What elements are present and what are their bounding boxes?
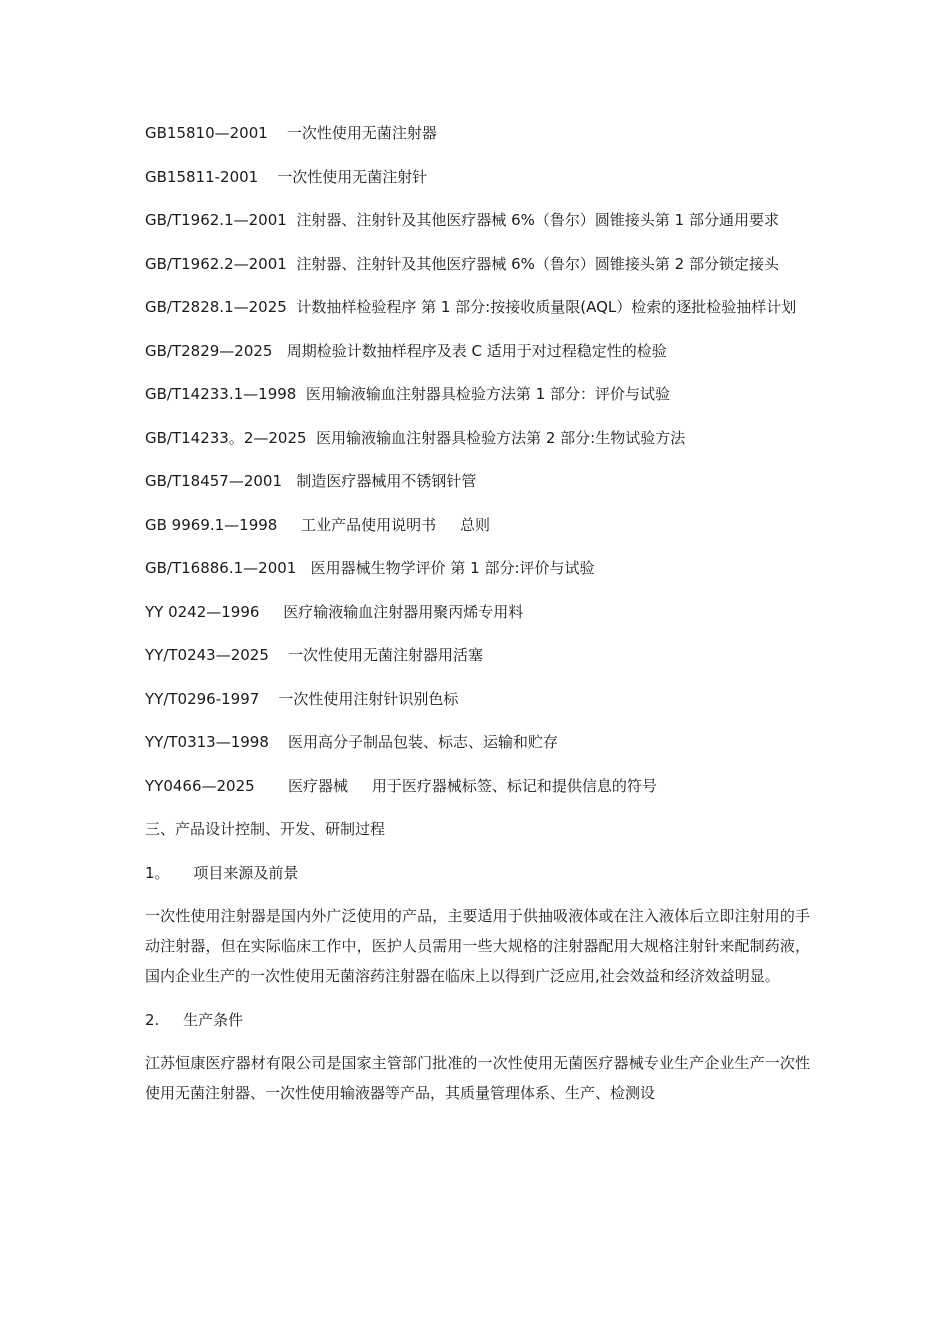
standard-item: YY 0242—1996 医疗输液输血注射器用聚丙烯专用料	[145, 602, 524, 621]
standard-item: YY/T0296-1997 一次性使用注射针识别色标	[145, 689, 459, 708]
standard-item: GB 9969.1—1998 工业产品使用说明书 总则	[145, 515, 491, 534]
standard-item: YY/T0243—2025 一次性使用无菌注射器用活塞	[145, 646, 483, 664]
item2-heading: 2. 生产条件	[145, 1010, 244, 1029]
standard-item: GB15811-2001 一次性使用无菌注射针	[145, 167, 428, 186]
standard-item: GB/T14233.1—1998 医用输液输血注射器具检验方法第 1 部分：评价与试验	[145, 385, 670, 403]
standard-item: GB/T1962.2—2001 注射器、注射针及其他医疗器械 6%（鲁尔）圆锥接头第 2 部分锁定接头	[145, 254, 779, 273]
standard-item: GB/T16886.1—2001 医用器械生物学评价 第 1 部分:评价与试验	[145, 559, 595, 577]
section-heading: 三、产品设计控制、开发、研制过程	[145, 820, 386, 838]
standard-item: GB/T2828.1—2025 计数抽样检验程序 第 1 部分:按接收质量限(AQL）检索的逐批检验抽样计划	[145, 298, 797, 316]
standard-item: GB15810—2001 一次性使用无菌注射器	[145, 124, 437, 142]
item1-heading: 1。 项目来源及前景	[145, 863, 299, 882]
item1-paragraph: 一次性使用注射器是国内外广泛使用的产品，主要适用于供抽吸液体或在注入液体后立即注射用的手动注射器，但在实际临床工作中，医护人员需用一些大规格的注射器配用大规格注射针来配制药液，国内企业生产的一次性使用无菌溶药注射器在临床上以得到广泛应用,社会效益和经济效益明显。	[145, 907, 810, 985]
standard-item: YY0466—2025 医疗器械 用于医疗器械标签、标记和提供信息的符号	[145, 776, 657, 795]
standard-item: GB/T1962.1—2001 注射器、注射针及其他医疗器械 6%（鲁尔）圆锥接头第 1 部分通用要求	[145, 211, 779, 229]
standard-item: GB/T14233。2—2025 医用输液输血注射器具检验方法第 2 部分:生物试验方法	[145, 428, 686, 447]
document-page	[145, 118, 810, 1122]
standard-item: GB/T2829—2025 周期检验计数抽样程序及表 C 适用于对过程稳定性的检验	[145, 341, 667, 360]
standard-item: GB/T18457—2001 制造医疗器械用不锈钢针管	[145, 472, 477, 490]
standard-item: YY/T0313—1998 医用高分子制品包装、标志、运输和贮存	[145, 733, 558, 751]
item2-paragraph: 江苏恒康医疗器材有限公司是国家主管部门批准的一次性使用无菌医疗器械专业生产企业生产一次性使用无菌注射器、一次性使用输液器等产品，其质量管理体系、生产、检测设	[145, 1054, 810, 1102]
